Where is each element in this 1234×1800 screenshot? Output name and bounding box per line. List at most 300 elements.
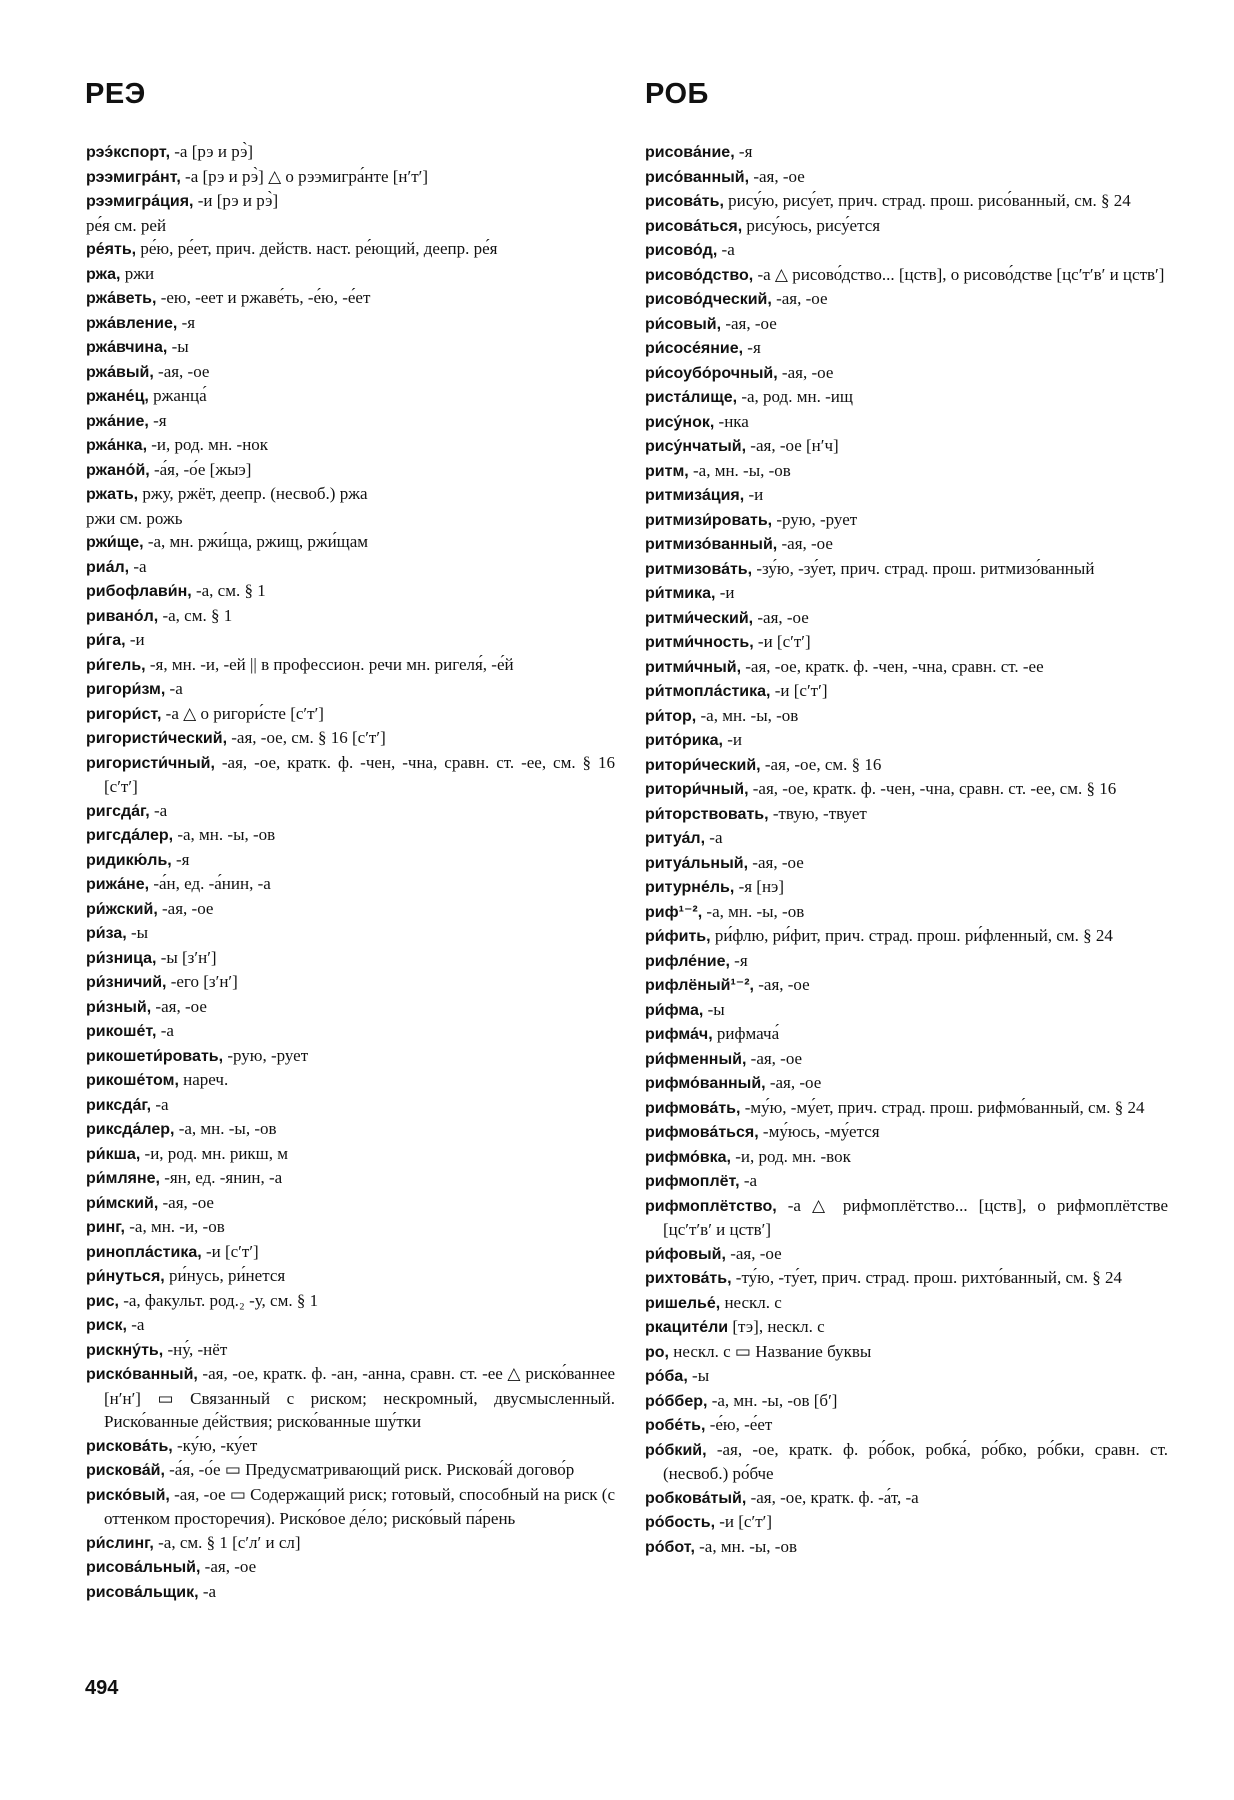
dictionary-entry bbox=[86, 1142, 615, 1167]
headword: ри́соубо́рочный, bbox=[645, 364, 778, 382]
headword: рискова́ть, bbox=[86, 1437, 173, 1455]
dictionary-entry bbox=[86, 1338, 615, 1363]
entry-text: -а, см. § 1 bbox=[158, 605, 233, 625]
entry-text: -ая, -ое bbox=[157, 898, 214, 918]
headword: ринопла́стика, bbox=[86, 1243, 202, 1261]
entry-text: -ая, -ое bbox=[749, 166, 805, 186]
dictionary-entry bbox=[86, 1019, 615, 1044]
dictionary-entry bbox=[86, 1264, 615, 1289]
dictionary-entry bbox=[86, 237, 615, 262]
headword: ри́тмика, bbox=[645, 585, 716, 602]
dictionary-entry bbox=[86, 1458, 615, 1483]
dictionary-entry bbox=[86, 653, 615, 678]
headword: ри́га, bbox=[86, 632, 126, 649]
dictionary-entry bbox=[645, 434, 1168, 459]
dictionary-entry bbox=[645, 851, 1168, 876]
entry-text: [тэ], нескл. с bbox=[728, 1317, 825, 1336]
dictionary-entry bbox=[86, 677, 615, 702]
headword: ригори́ст, bbox=[86, 705, 162, 723]
headword: ритми́чный, bbox=[645, 658, 742, 676]
dictionary-entry bbox=[645, 165, 1168, 190]
entry-text: -ая, -ое bbox=[153, 361, 210, 381]
headword: ржа́ние, bbox=[86, 412, 149, 430]
headword: ри́за, bbox=[86, 925, 127, 942]
dictionary-entry bbox=[645, 1340, 1168, 1365]
entry-text: -ку́ю, -ку́ет bbox=[172, 1435, 258, 1455]
dictionary-entry bbox=[645, 900, 1168, 925]
entry-text: -ая, -ое ▭ Содержащий риск; готовый, способный на риск (с оттенком просторечия). Риско́вое де́ло; риско́вый па́рень bbox=[104, 1484, 615, 1528]
dictionary-entry bbox=[86, 1362, 615, 1434]
headword: рифле́ние, bbox=[645, 952, 730, 970]
headword: рис, bbox=[86, 1292, 119, 1310]
entry-text: -а △ о ригори́сте [сʹтʹ] bbox=[161, 703, 324, 723]
dictionary-entry bbox=[86, 946, 615, 971]
headword: рикоше́том, bbox=[86, 1072, 179, 1089]
entry-text: нескл. с ▭ Название буквы bbox=[669, 1341, 872, 1361]
dictionary-entry bbox=[86, 1580, 615, 1605]
entry-text: -ы bbox=[687, 1366, 710, 1385]
dictionary-column-right bbox=[645, 140, 1168, 1559]
dictionary-entry bbox=[86, 1483, 615, 1531]
headword: ржать, bbox=[86, 486, 139, 503]
entry-text: -ая, -ое bbox=[765, 1073, 822, 1092]
dictionary-entry bbox=[86, 604, 615, 629]
entry-text: -а bbox=[717, 240, 735, 259]
headword: рээмигра́ция, bbox=[86, 193, 194, 210]
dictionary-entry bbox=[645, 1389, 1168, 1414]
dictionary-entry bbox=[645, 287, 1168, 312]
headword: рисово́д, bbox=[645, 242, 718, 259]
dictionary-entry bbox=[645, 1022, 1168, 1047]
dictionary-entry bbox=[645, 312, 1168, 337]
dictionary-entry bbox=[645, 557, 1168, 582]
dictionary-entry bbox=[86, 1434, 615, 1459]
entry-text: -ая, -ое bbox=[151, 996, 207, 1016]
entry-text: -ая, -ое, кратк. ф. ро́бок, робка́, ро́бко, ро́бки, сравн. ст. (несвоб.) ро́бче bbox=[663, 1439, 1168, 1483]
entry-text: -я bbox=[148, 410, 167, 430]
headword: рифмова́ться, bbox=[645, 1124, 759, 1141]
headword: ринг, bbox=[86, 1219, 125, 1236]
dictionary-entry bbox=[86, 507, 615, 531]
headword: ри́зничий, bbox=[86, 974, 167, 991]
entry-text: -а, факульт. род.₂ -у, см. § 1 bbox=[118, 1290, 319, 1310]
entry-text: -а △ рисово́дство... [цств], о рисово́дстве [цсʹтʹвʹ и цствʹ] bbox=[753, 264, 1165, 284]
headword: ривано́л, bbox=[86, 607, 159, 625]
headword: рээ́кспорт, bbox=[86, 144, 171, 161]
headword: ржа́веть, bbox=[86, 290, 157, 307]
entry-text: ржу, ржёт, деепр. (несвоб.) ржа bbox=[138, 484, 368, 503]
headword: ритмизова́ть, bbox=[645, 560, 753, 578]
entry-text: -а, мн. ржи́ща, ржищ, ржи́щам bbox=[143, 532, 369, 551]
entry-text: ре́я см. рей bbox=[86, 215, 167, 235]
dictionary-entry bbox=[645, 1291, 1168, 1316]
entry-text: -а bbox=[165, 679, 183, 698]
entry-text: -ая, -ое bbox=[158, 1192, 214, 1212]
entry-text: -я bbox=[743, 338, 761, 357]
headword: робкова́тый, bbox=[645, 1489, 747, 1507]
entry-text: -я bbox=[177, 312, 196, 332]
headword: ри́мляне, bbox=[86, 1170, 160, 1187]
entry-text: -и [сʹтʹ] bbox=[753, 632, 811, 651]
entry-text: -ая, -ое [нʹч] bbox=[746, 436, 839, 455]
headword: рисово́дческий, bbox=[645, 291, 772, 308]
headword: ритурне́ль, bbox=[645, 879, 735, 896]
dictionary-entry bbox=[645, 777, 1168, 802]
running-header-left: РЕЭ bbox=[85, 78, 146, 110]
headword: ри́мский, bbox=[86, 1194, 159, 1212]
entry-text: -а, мн. -ы, -ов bbox=[696, 705, 799, 725]
entry-text: -ы [зʹнʹ] bbox=[156, 947, 217, 967]
entry-text: -а [рэ и рэ̀] △ о рээмигра́нте [нʹтʹ] bbox=[180, 166, 429, 186]
entry-text: -твую, -твует bbox=[768, 803, 867, 823]
entry-text: -и, род. мн. рикш, м bbox=[140, 1143, 289, 1163]
entry-text: -ею, -еет и ржаве́ть, -е́ю, -е́ет bbox=[156, 288, 371, 307]
dictionary-entry bbox=[645, 998, 1168, 1023]
entry-text: -а, мн. -ы, -ов bbox=[702, 901, 805, 921]
entry-text: -а, мн. -ы, -ов bbox=[694, 1536, 797, 1556]
headword: рифмоплётство, bbox=[645, 1197, 777, 1215]
dictionary-entry bbox=[86, 1313, 615, 1338]
dictionary-entry bbox=[86, 165, 615, 190]
entry-text: -а [рэ и рэ̀] bbox=[170, 142, 254, 161]
headword: рисова́льщик, bbox=[86, 1583, 199, 1601]
headword: риксда́лер, bbox=[86, 1121, 175, 1138]
entry-text: -а, мн. -ы, -ов bbox=[688, 460, 791, 480]
dictionary-entry bbox=[86, 799, 615, 824]
entry-text: -ая, -ое bbox=[753, 975, 810, 994]
entry-text: -ая, -ое bbox=[721, 313, 777, 333]
dictionary-entry bbox=[86, 751, 615, 799]
headword: ри́фменный, bbox=[645, 1050, 747, 1068]
dictionary-entry bbox=[645, 1413, 1168, 1438]
headword: ри́торствовать, bbox=[645, 805, 769, 823]
entry-text: -я [нэ] bbox=[734, 877, 785, 896]
dictionary-entry bbox=[86, 1191, 615, 1216]
entry-text: -ая, -ое, кратк. ф. -чен, -чна, сравн. ст. -ее, см. § 16 [сʹтʹ] bbox=[104, 752, 615, 796]
entry-text: -а, мн. -ы, -ов [бʹ] bbox=[707, 1390, 838, 1410]
headword: ри́фовый, bbox=[645, 1245, 726, 1263]
dictionary-entry bbox=[645, 1096, 1168, 1121]
headword: риксда́г, bbox=[86, 1096, 152, 1114]
entry-text: -и bbox=[722, 730, 742, 749]
running-header-right: РОБ bbox=[645, 78, 709, 110]
headword: ригсда́лер, bbox=[86, 827, 174, 844]
entry-text: -ая, -ое, см. § 16 [сʹтʹ] bbox=[227, 728, 386, 747]
headword: ригористи́чный, bbox=[86, 754, 215, 772]
dictionary-entry bbox=[645, 1071, 1168, 1096]
entry-text: -и bbox=[715, 583, 735, 602]
dictionary-entry bbox=[86, 1117, 615, 1142]
headword: ржано́й, bbox=[86, 461, 150, 479]
dictionary-entry bbox=[645, 704, 1168, 729]
dictionary-entry bbox=[645, 1145, 1168, 1170]
entry-text: -а bbox=[129, 556, 147, 576]
headword: рифмоплёт, bbox=[645, 1173, 740, 1190]
headword: рисова́ние, bbox=[645, 144, 735, 161]
dictionary-entry bbox=[645, 483, 1168, 508]
dictionary-entry bbox=[86, 1289, 615, 1314]
entry-text: -е́ю, -е́ет bbox=[705, 1415, 773, 1434]
entry-text: нескл. с bbox=[720, 1292, 782, 1312]
headword: ржа, bbox=[86, 265, 121, 283]
headword: ри́нуться, bbox=[86, 1268, 165, 1285]
entry-text: -и bbox=[125, 630, 145, 649]
headword: ритуа́л, bbox=[645, 830, 706, 847]
entry-text: -и [сʹтʹ] bbox=[201, 1241, 259, 1261]
headword: ритори́ческий, bbox=[645, 756, 761, 774]
entry-text: -рую, -рует bbox=[772, 509, 858, 529]
entry-text: -а bbox=[126, 1315, 145, 1334]
headword: рээмигра́нт, bbox=[86, 168, 181, 186]
headword: ригсда́г, bbox=[86, 802, 150, 820]
dictionary-entry bbox=[645, 1242, 1168, 1267]
headword: ри́зный, bbox=[86, 998, 152, 1016]
entry-text: -а bbox=[739, 1171, 758, 1190]
entry-text: -ая, -ое, кратк. ф. -чен, -чна, сравн. ст. -ее bbox=[741, 656, 1044, 676]
entry-text: -а, см. § 1 [сʹлʹ и сл] bbox=[153, 1532, 301, 1552]
dictionary-entry bbox=[645, 1194, 1168, 1242]
headword: ритмизо́ванный, bbox=[645, 536, 778, 553]
headword: ришелье́, bbox=[645, 1294, 721, 1312]
dictionary-entry bbox=[645, 728, 1168, 753]
headword: ритм, bbox=[645, 462, 689, 480]
entry-text: -а bbox=[156, 1021, 174, 1040]
headword: рибофлави́н, bbox=[86, 583, 192, 600]
headword: ро, bbox=[645, 1343, 669, 1361]
headword: ри́жский, bbox=[86, 900, 158, 918]
entry-text: -а, мн. -ы, -ов bbox=[174, 1119, 277, 1138]
entry-text: -я bbox=[729, 950, 748, 970]
entry-text: -я, мн. -и, -ей || в профессион. речи мн. ригеля́, -е́й bbox=[145, 654, 514, 674]
headword: ритми́чность, bbox=[645, 634, 754, 651]
dictionary-entry bbox=[86, 702, 615, 727]
headword: ри́кша, bbox=[86, 1145, 141, 1163]
dictionary-entry bbox=[86, 726, 615, 751]
headword: ржане́ц, bbox=[86, 388, 149, 405]
dictionary-entry bbox=[645, 140, 1168, 165]
dictionary-entry bbox=[645, 606, 1168, 631]
dictionary-entry bbox=[645, 802, 1168, 827]
dictionary-entry bbox=[645, 410, 1168, 435]
headword: рихтова́ть, bbox=[645, 1270, 732, 1287]
headword: рифма́ч, bbox=[645, 1026, 713, 1043]
dictionary-entry bbox=[645, 1438, 1168, 1486]
dictionary-entry bbox=[86, 995, 615, 1020]
dictionary-entry bbox=[645, 459, 1168, 484]
dictionary-entry bbox=[86, 1555, 615, 1580]
entry-text: -а́я, -о́е ▭ Предусматривающий риск. Рискова́й догово́р bbox=[164, 1460, 575, 1479]
headword: ри́тмопла́стика, bbox=[645, 683, 771, 700]
entry-text: -а, мн. -ы, -ов bbox=[173, 825, 276, 844]
entry-text: -а, см. § 1 bbox=[191, 581, 266, 600]
headword: рикошети́ровать, bbox=[86, 1047, 224, 1065]
dictionary-entry bbox=[86, 1240, 615, 1265]
headword: рисова́ться, bbox=[645, 217, 743, 235]
entry-text: нареч. bbox=[178, 1070, 229, 1089]
entry-text: -ая, -ое bbox=[200, 1557, 257, 1576]
dictionary-entry bbox=[645, 1120, 1168, 1145]
dictionary-entry bbox=[86, 628, 615, 653]
entry-text: -и [рэ и рэ̀] bbox=[193, 191, 279, 210]
entry-text: рифмача́ bbox=[712, 1024, 780, 1043]
headword: ри́тор, bbox=[645, 707, 697, 725]
headword: рикоше́т, bbox=[86, 1023, 157, 1040]
dictionary-entry bbox=[86, 921, 615, 946]
entry-text: -ая, -ое bbox=[753, 607, 809, 627]
entry-text: -ая, -ое bbox=[771, 289, 828, 308]
headword: рисова́ть, bbox=[645, 193, 724, 210]
entry-text: -ая, -ое, кратк. ф. -а́т, -а bbox=[746, 1487, 919, 1507]
dictionary-entry bbox=[645, 753, 1168, 778]
entry-text: -а △ рифмоплётство... [цств], о рифмоплётстве [цсʹтʹвʹ и цствʹ] bbox=[663, 1195, 1168, 1239]
dictionary-entry bbox=[86, 482, 615, 507]
entry-text: -ая, -ое, кратк. ф. -чен, -чна, сравн. ст. -ее, см. § 16 bbox=[748, 779, 1117, 798]
headword: ритори́чный, bbox=[645, 781, 749, 798]
headword: рису́нчатый, bbox=[645, 438, 747, 455]
headword: ритмизи́ровать, bbox=[645, 511, 773, 529]
dictionary-entry bbox=[86, 458, 615, 483]
dictionary-entry bbox=[645, 679, 1168, 704]
dictionary-entry bbox=[645, 336, 1168, 361]
dictionary-entry bbox=[86, 872, 615, 897]
entry-text: -а́я, -о́е [жыэ] bbox=[149, 459, 252, 479]
dictionary-entry bbox=[86, 286, 615, 311]
headword: ри́гель, bbox=[86, 656, 146, 674]
entry-text: -ы bbox=[703, 999, 725, 1019]
entry-text: -а bbox=[705, 828, 723, 847]
headword: робе́ть, bbox=[645, 1417, 706, 1434]
entry-text: -ы bbox=[126, 923, 149, 942]
entry-text: ржи bbox=[120, 263, 155, 283]
headword: рискну́ть, bbox=[86, 1341, 164, 1359]
dictionary-entry bbox=[645, 385, 1168, 410]
dictionary-entry bbox=[645, 532, 1168, 557]
entry-text: -ая, -ое bbox=[748, 852, 804, 872]
headword: ржа́вление, bbox=[86, 314, 178, 332]
entry-text: -а bbox=[151, 1094, 169, 1114]
dictionary-entry bbox=[86, 189, 615, 214]
headword: риф¹⁻², bbox=[645, 903, 703, 921]
entry-text: -ая, -ое, кратк. ф. -ан, -анна, сравн. ст. -ее △ риско́ваннее [нʹнʹ] ▭ Связанный с риском; нескромный, двусмысленный. Риско́ванные де́йствия; риско́ванные шу́тки bbox=[104, 1364, 615, 1431]
entry-text: -и [сʹтʹ] bbox=[715, 1512, 773, 1531]
dictionary-entry bbox=[86, 409, 615, 434]
headword: рифмова́ть, bbox=[645, 1099, 741, 1117]
headword: ро́бот, bbox=[645, 1538, 695, 1556]
dictionary-entry bbox=[645, 655, 1168, 680]
dictionary-entry bbox=[645, 189, 1168, 214]
entry-text: -и, род. мн. -нок bbox=[147, 435, 269, 454]
headword: ро́бкий, bbox=[645, 1441, 707, 1459]
entry-text: -ту́ю, -ту́ет, прич. страд. прош. рихто́ванный, см. § 24 bbox=[731, 1268, 1123, 1287]
entry-text: -ы bbox=[167, 337, 189, 356]
headword: рисово́дство, bbox=[645, 266, 754, 284]
dictionary-entry bbox=[645, 361, 1168, 386]
dictionary-entry bbox=[645, 973, 1168, 998]
headword: ри́фить, bbox=[645, 928, 711, 945]
headword: ритуа́льный, bbox=[645, 854, 749, 872]
dictionary-entry bbox=[645, 1486, 1168, 1511]
dictionary-entry bbox=[645, 581, 1168, 606]
dictionary-entry bbox=[645, 826, 1168, 851]
headword: ржа́вый, bbox=[86, 363, 154, 381]
headword: ри́сосе́яние, bbox=[645, 340, 744, 357]
entry-text: -а, род. мн. -ищ bbox=[737, 387, 853, 406]
dictionary-entry bbox=[645, 1169, 1168, 1194]
dictionary-entry bbox=[645, 875, 1168, 900]
headword: ркаците́ли bbox=[645, 1319, 729, 1336]
dictionary-entry bbox=[86, 1093, 615, 1118]
dictionary-entry bbox=[645, 1266, 1168, 1291]
entry-text: -и [сʹтʹ] bbox=[770, 681, 828, 700]
headword: рижа́не, bbox=[86, 876, 150, 893]
dictionary-entry bbox=[645, 1510, 1168, 1535]
headword: ридикю́ль, bbox=[86, 851, 172, 869]
headword: ри́зница, bbox=[86, 949, 157, 967]
entry-text: -и bbox=[744, 485, 764, 504]
entry-text: -ая, -ое bbox=[777, 534, 833, 553]
headword: ро́бость, bbox=[645, 1514, 716, 1531]
entry-text: -му́юсь, -му́ется bbox=[758, 1122, 880, 1141]
headword: риск, bbox=[86, 1317, 127, 1334]
entry-text: -ая, -ое, см. § 16 bbox=[760, 754, 882, 774]
headword: риа́л, bbox=[86, 558, 130, 576]
headword: рискова́й, bbox=[86, 1462, 165, 1479]
headword: ржи́ще, bbox=[86, 534, 144, 551]
headword: ре́ять, bbox=[86, 241, 137, 258]
dictionary-entry bbox=[86, 1044, 615, 1069]
entry-text: -ну́, -нёт bbox=[163, 1339, 228, 1359]
headword: риста́лище, bbox=[645, 389, 738, 406]
page-number: 494 bbox=[85, 1677, 119, 1699]
dictionary-entry bbox=[645, 508, 1168, 533]
entry-text: -ая, -ое bbox=[746, 1048, 803, 1068]
entry-text: -ая, -ое bbox=[725, 1243, 782, 1263]
entry-text: ржи см. рожь bbox=[86, 508, 183, 528]
headword: рифмо́ванный, bbox=[645, 1075, 766, 1092]
dictionary-entry bbox=[86, 140, 615, 165]
dictionary-entry bbox=[86, 311, 615, 336]
entry-text: -и, род. мн. -вок bbox=[730, 1146, 851, 1166]
dictionary-entry bbox=[645, 263, 1168, 288]
headword: риско́ванный, bbox=[86, 1366, 198, 1383]
entry-text: -я bbox=[734, 142, 753, 161]
headword: ригори́зм, bbox=[86, 681, 166, 698]
entry-text: -рую, -рует bbox=[223, 1045, 309, 1065]
dictionary-entry bbox=[645, 1047, 1168, 1072]
entry-text: -ян, ед. -янин, -а bbox=[159, 1168, 283, 1187]
entry-text: -зу́ю, -зу́ет, прич. страд. прош. ритмизо́ванный bbox=[752, 558, 1095, 578]
dictionary-entry bbox=[645, 924, 1168, 949]
headword: ри́фма, bbox=[645, 1001, 704, 1019]
dictionary-entry bbox=[86, 555, 615, 580]
headword: ржа́вчина, bbox=[86, 339, 168, 356]
headword: ри́совый, bbox=[645, 315, 722, 333]
entry-text: ри́флю, ри́фит, прич. страд. прош. ри́фленный, см. § 24 bbox=[710, 926, 1113, 945]
dictionary-entry bbox=[86, 823, 615, 848]
headword: ро́ба, bbox=[645, 1368, 688, 1385]
headword: ри́слинг, bbox=[86, 1534, 154, 1552]
entry-text: ре́ю, ре́ет, прич. действ. наст. ре́ющий, деепр. ре́я bbox=[136, 239, 498, 258]
dictionary-column-left bbox=[86, 140, 615, 1604]
headword: ржа́нка, bbox=[86, 437, 148, 454]
headword: ригористи́ческий, bbox=[86, 730, 228, 747]
dictionary-entry bbox=[645, 1364, 1168, 1389]
dictionary-entry bbox=[86, 335, 615, 360]
headword: рисо́ванный, bbox=[645, 168, 750, 186]
entry-text: -а bbox=[149, 800, 168, 820]
dictionary-entry bbox=[645, 214, 1168, 239]
entry-text: ри́нусь, ри́нется bbox=[164, 1266, 286, 1285]
